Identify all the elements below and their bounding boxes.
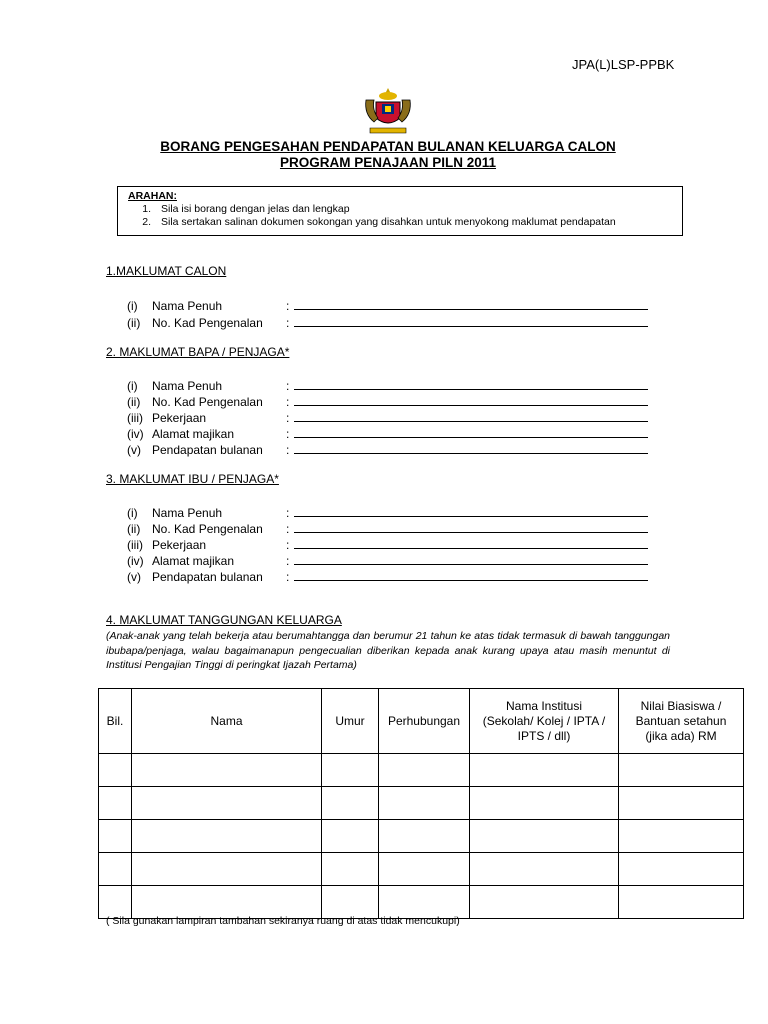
- mother-name-input-line[interactable]: [294, 503, 648, 517]
- field-label: Nama Penuh: [152, 299, 223, 313]
- table-cell[interactable]: [132, 754, 322, 787]
- instruction-text: Sila isi borang dengan jelas dan lengkap: [161, 203, 350, 215]
- form-field-row: [127, 551, 648, 567]
- form-field-row: [127, 567, 648, 583]
- column-header: Perhubungan: [379, 689, 470, 754]
- table-cell[interactable]: [99, 754, 132, 787]
- mother-occupation-input-line[interactable]: [294, 535, 648, 549]
- table-header-row: [99, 689, 744, 754]
- father-name-input-line[interactable]: [294, 376, 648, 390]
- table-row: [99, 787, 744, 820]
- column-header: Nama Institusi (Sekolah/ Kolej / IPTA / IPTS / dll): [470, 689, 619, 754]
- form-reference: JPA(L)LSP-PPBK: [572, 57, 675, 72]
- column-header: Nilai Biasiswa / Bantuan setahun (jika ada) RM: [619, 689, 744, 754]
- table-cell[interactable]: [322, 886, 379, 919]
- field-number: (v): [127, 570, 141, 584]
- table-cell[interactable]: [470, 754, 619, 787]
- field-colon: :: [286, 395, 290, 409]
- instruction-number: 1.: [142, 203, 151, 215]
- table-cell[interactable]: [470, 820, 619, 853]
- instruction-item: [128, 216, 682, 229]
- table-cell[interactable]: [99, 820, 132, 853]
- field-colon: :: [286, 379, 290, 393]
- field-number: (ii): [127, 316, 141, 330]
- field-number: (i): [127, 379, 138, 393]
- table-footnote: ( Sila gunakan lampiran tambahan sekiranya ruang di atas tidak mencukupi): [106, 915, 460, 927]
- form-field-row: [127, 313, 648, 329]
- field-colon: :: [286, 411, 290, 425]
- table-cell[interactable]: [322, 787, 379, 820]
- table-row: [99, 754, 744, 787]
- table-cell[interactable]: [132, 787, 322, 820]
- form-field-row: [127, 424, 648, 440]
- field-colon: :: [286, 538, 290, 552]
- table-cell[interactable]: [619, 886, 744, 919]
- form-field-row: [127, 535, 648, 551]
- section4-title: 4. MAKLUMAT TANGGUNGAN KELUARGA: [106, 613, 342, 627]
- field-number: (i): [127, 299, 138, 313]
- form-field-row: [127, 440, 648, 456]
- field-number: (v): [127, 443, 141, 457]
- form-field-row: [127, 408, 648, 424]
- instructions-heading: ARAHAN:: [128, 190, 177, 202]
- form-field-row: [127, 519, 648, 535]
- mother-ic-input-line[interactable]: [294, 519, 648, 533]
- section4-note: (Anak-anak yang telah bekerja atau berumahtangga dan berumur 21 tahun ke atas tidak termasuk di bawah tanggungan ibubapa/penjaga, walau bagaimanapun pengecualian diberikan kepada anak kurang upaya atau masih menuntut di Institusi Pengajian Tinggi di peringkat Ijazah Pertama): [106, 630, 670, 671]
- table-cell[interactable]: [470, 886, 619, 919]
- field-label: Alamat majikan: [152, 554, 235, 568]
- field-label: Pendapatan bulanan: [152, 443, 263, 457]
- table-cell[interactable]: [99, 853, 132, 886]
- field-label: Nama Penuh: [152, 506, 223, 520]
- field-number: (iii): [127, 538, 143, 552]
- father-income-input-line[interactable]: [294, 440, 648, 454]
- table-cell[interactable]: [379, 853, 470, 886]
- dependents-table: [98, 688, 744, 919]
- mother-income-input-line[interactable]: [294, 567, 648, 581]
- field-number: (ii): [127, 522, 141, 536]
- father-occupation-input-line[interactable]: [294, 408, 648, 422]
- father-ic-input-line[interactable]: [294, 392, 648, 406]
- field-label: Alamat majikan: [152, 427, 235, 441]
- section2-title: 2. MAKLUMAT BAPA / PENJAGA*: [106, 345, 290, 359]
- table-cell[interactable]: [379, 886, 470, 919]
- instructions-box: [117, 186, 683, 236]
- table-cell[interactable]: [99, 886, 132, 919]
- field-label: Pekerjaan: [152, 538, 207, 552]
- field-colon: :: [286, 506, 290, 520]
- field-colon: :: [286, 443, 290, 457]
- table-cell[interactable]: [470, 853, 619, 886]
- form-field-row: [127, 296, 648, 312]
- field-colon: :: [286, 522, 290, 536]
- field-number: (iv): [127, 427, 144, 441]
- field-label: No. Kad Pengenalan: [152, 316, 263, 330]
- field-number: (iii): [127, 411, 143, 425]
- table-row: [99, 853, 744, 886]
- column-header: Umur: [322, 689, 379, 754]
- form-field-row: [127, 503, 648, 519]
- section1-title: 1.MAKLUMAT CALON: [106, 264, 227, 278]
- field-colon: :: [286, 427, 290, 441]
- table-cell[interactable]: [322, 754, 379, 787]
- form-field-row: [127, 376, 648, 392]
- table-cell[interactable]: [379, 787, 470, 820]
- column-header: Nama: [132, 689, 322, 754]
- coat-of-arms-icon: [362, 86, 414, 136]
- form-title-line2: PROGRAM PENAJAAN PILN 2011: [279, 155, 497, 170]
- mother-employer-address-input-line[interactable]: [294, 551, 648, 565]
- form-title-line1: BORANG PENGESAHAN PENDAPATAN BULANAN KELUARGA CALON: [160, 139, 616, 154]
- table-cell[interactable]: [379, 754, 470, 787]
- instruction-number: 2.: [142, 216, 151, 228]
- field-colon: :: [286, 299, 290, 313]
- table-cell[interactable]: [99, 787, 132, 820]
- father-employer-address-input-line[interactable]: [294, 424, 648, 438]
- table-cell[interactable]: [322, 853, 379, 886]
- field-number: (ii): [127, 395, 141, 409]
- table-cell[interactable]: [132, 853, 322, 886]
- ic-number-input-line[interactable]: [294, 313, 648, 327]
- field-label: Pendapatan bulanan: [152, 570, 263, 584]
- field-label: No. Kad Pengenalan: [152, 395, 263, 409]
- table-cell[interactable]: [470, 787, 619, 820]
- full-name-input-line[interactable]: [294, 296, 648, 310]
- table-cell[interactable]: [132, 820, 322, 853]
- field-label: Nama Penuh: [152, 379, 223, 393]
- instruction-text: Sila sertakan salinan dokumen sokongan yang disahkan untuk menyokong maklumat pendapatan: [161, 216, 616, 228]
- table-cell[interactable]: [619, 853, 744, 886]
- table-cell[interactable]: [132, 886, 322, 919]
- table-cell[interactable]: [379, 820, 470, 853]
- table-cell[interactable]: [619, 754, 744, 787]
- table-row: [99, 886, 744, 919]
- field-number: (i): [127, 506, 138, 520]
- form-field-row: [127, 392, 648, 408]
- field-colon: :: [286, 570, 290, 584]
- column-header: Bil.: [99, 689, 132, 754]
- field-label: No. Kad Pengenalan: [152, 522, 263, 536]
- field-label: Pekerjaan: [152, 411, 207, 425]
- field-colon: :: [286, 316, 290, 330]
- field-number: (iv): [127, 554, 144, 568]
- table-cell[interactable]: [322, 820, 379, 853]
- section3-title: 3. MAKLUMAT IBU / PENJAGA*: [106, 472, 279, 486]
- field-colon: :: [286, 554, 290, 568]
- table-cell[interactable]: [619, 787, 744, 820]
- table-cell[interactable]: [619, 820, 744, 853]
- instruction-item: [128, 203, 682, 216]
- table-row: [99, 820, 744, 853]
